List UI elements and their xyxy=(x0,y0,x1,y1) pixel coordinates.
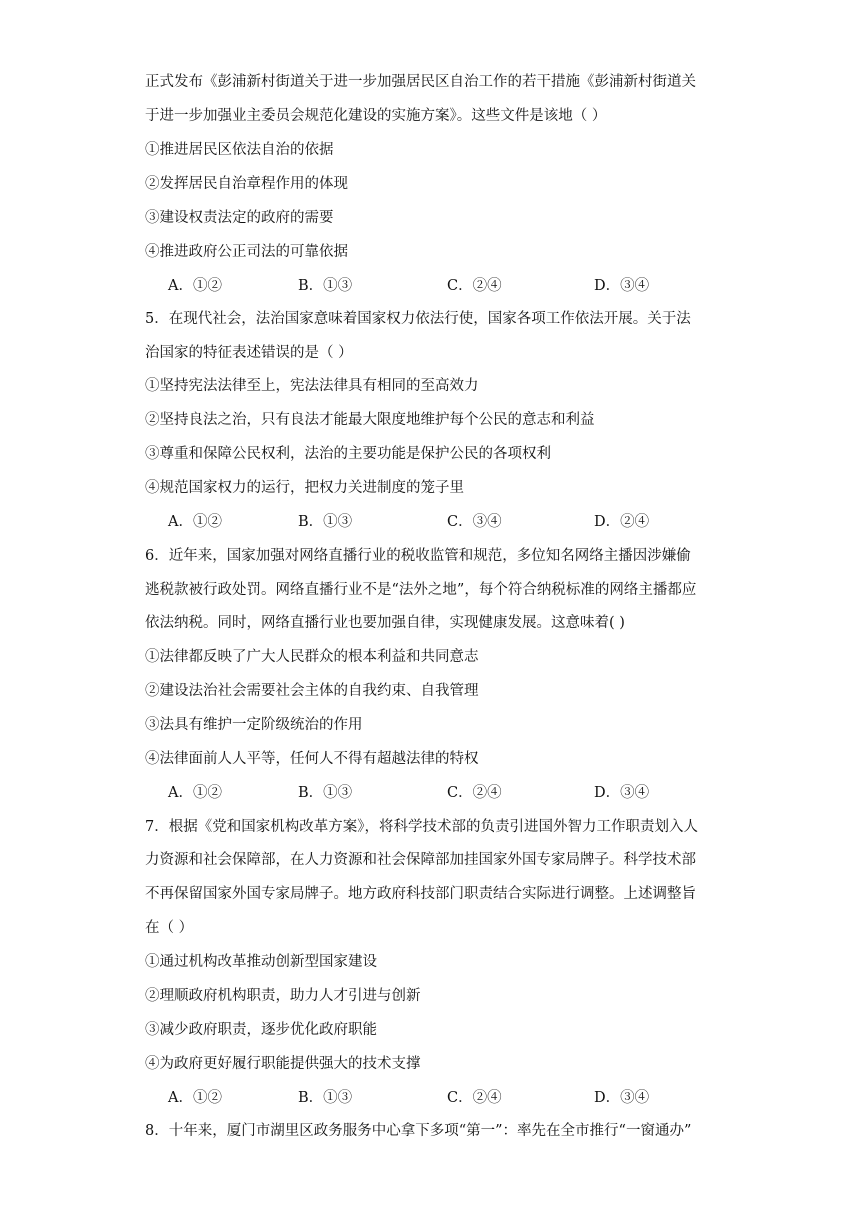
q5-statement-1: ①坚持宪法法律至上，宪法法律具有相同的至高效力 xyxy=(145,378,479,394)
q7-statement-3: ③减少政府职责，逐步优化政府职能 xyxy=(145,1022,377,1038)
q4-option-b[interactable]: B．①③ xyxy=(298,278,353,294)
q7-stem-line-4: 在（ ） xyxy=(145,920,194,936)
q6-statement-1: ①法律都反映了广大人民群众的根本利益和共同意志 xyxy=(145,649,479,665)
q6-statement-2: ②建设法治社会需要社会主体的自我约束、自我管理 xyxy=(145,683,479,699)
q6-option-a[interactable]: A．①② xyxy=(168,785,222,801)
q7-stem-line-2: 力资源和社会保障部，在人力资源和社会保障部加挂国家外国专家局牌子。科学技术部 xyxy=(145,852,696,868)
q5-option-c[interactable]: C．③④ xyxy=(447,514,502,530)
q7-option-b[interactable]: B．①③ xyxy=(298,1090,353,1106)
q6-option-d[interactable]: D．③④ xyxy=(594,785,650,801)
q4-stem-line-2: 于进一步加强业主委员会规范化建设的实施方案》。这些文件是该地（ ） xyxy=(145,108,607,124)
q5-statement-4: ④规范国家权力的运行，把权力关进制度的笼子里 xyxy=(145,480,464,496)
q6-option-b[interactable]: B．①③ xyxy=(298,785,353,801)
q7-statement-2: ②理顺政府机构职责，助力人才引进与创新 xyxy=(145,988,421,1004)
q6-stem-line-2: 逃税款被行政处罚。网络直播行业不是“法外之地”，每个符合纳税标准的网络主播都应 xyxy=(145,582,697,598)
q4-statement-2: ②发挥居民自治章程作用的体现 xyxy=(145,176,348,192)
q7-option-a[interactable]: A．①② xyxy=(168,1090,222,1106)
q6-option-c[interactable]: C．②④ xyxy=(447,785,502,801)
q7-stem-line-3: 不再保留国家外国专家局牌子。地方政府科技部门职责结合实际进行调整。上述调整旨 xyxy=(145,886,696,902)
q4-option-d[interactable]: D．③④ xyxy=(594,278,650,294)
q5-statement-3: ③尊重和保障公民权利，法治的主要功能是保护公民的各项权利 xyxy=(145,446,551,462)
q4-statement-1: ①推进居民区依法自治的依据 xyxy=(145,142,334,158)
q6-stem-line-3: 依法纳税。同时，网络直播行业也要加强自律，实现健康发展。这意味着( ) xyxy=(145,615,625,631)
q4-stem-line-1: 正式发布《彭浦新村街道关于进一步加强居民区自治工作的若干措施《彭浦新村街道关 xyxy=(145,74,696,90)
q4-statement-3: ③建设权责法定的政府的需要 xyxy=(145,210,334,226)
q5-option-a[interactable]: A．①② xyxy=(168,514,222,530)
q7-option-c[interactable]: C．②④ xyxy=(447,1090,502,1106)
q6-statement-4: ④法律面前人人平等，任何人不得有超越法律的特权 xyxy=(145,751,479,767)
q6-statement-3: ③法具有维护一定阶级统治的作用 xyxy=(145,717,363,733)
q4-statement-4: ④推进政府公正司法的可靠依据 xyxy=(145,244,348,260)
q4-option-a[interactable]: A．①② xyxy=(168,278,222,294)
q5-stem-line-1: 5．在现代社会，法治国家意味着国家权力依法行使，国家各项工作依法开展。关于法 xyxy=(145,311,691,327)
q5-statement-2: ②坚持良法之治，只有良法才能最大限度地维护每个公民的意志和利益 xyxy=(145,412,595,428)
q8-stem-line-1: 8．十年来，厦门市湖里区政务服务中心拿下多项“第一”：率先在全市推行“一窗通办” xyxy=(145,1123,692,1139)
q5-stem-line-2: 治国家的特征表述错误的是（ ） xyxy=(145,345,353,361)
q5-option-b[interactable]: B．①③ xyxy=(298,514,353,530)
q7-statement-1: ①通过机构改革推动创新型国家建设 xyxy=(145,954,377,970)
q5-option-d[interactable]: D．②④ xyxy=(594,514,650,530)
q7-option-d[interactable]: D．③④ xyxy=(594,1090,650,1106)
q7-stem-line-1: 7．根据《党和国家机构改革方案》，将科学技术部的负责引进国外智力工作职责划入人 xyxy=(145,819,698,835)
q4-option-c[interactable]: C．②④ xyxy=(447,278,502,294)
q7-statement-4: ④为政府更好履行职能提供强大的技术支撑 xyxy=(145,1056,421,1072)
q6-stem-line-1: 6．近年来，国家加强对网络直播行业的税收监管和规范，多位知名网络主播因涉嫌偷 xyxy=(145,548,691,564)
